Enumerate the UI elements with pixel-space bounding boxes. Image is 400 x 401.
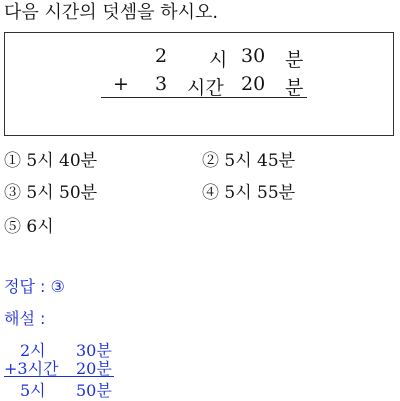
problem-row-1-hour: 2	[155, 45, 168, 67]
answer-line	[4, 274, 65, 297]
explanation-label: 해설 :	[4, 309, 46, 328]
question-text: 다음 시간의 덧셈을 하시오.	[4, 2, 219, 23]
choice-3[interactable]	[4, 178, 97, 203]
problem-row-1-hour-unit: 시	[209, 49, 228, 71]
choice-1-number: ①	[4, 151, 21, 171]
problem-row-1	[5, 45, 393, 73]
choice-4-number: ④	[202, 183, 219, 203]
problem-row-1-minute: 30	[241, 45, 266, 67]
calc-sum-line	[4, 376, 114, 377]
answer-label: 정답 :	[4, 277, 46, 296]
choice-2[interactable]	[202, 146, 295, 171]
problem-row-1-minute-unit: 분	[285, 49, 304, 71]
calc-row-3-right: 50분	[76, 381, 112, 400]
choice-1[interactable]	[4, 146, 97, 171]
choice-5-text: 6시	[26, 217, 54, 237]
calc-row-2-right: 20분	[76, 359, 112, 378]
choice-5-number: ⑤	[4, 217, 21, 237]
calc-row-1-left: 2시	[20, 341, 46, 360]
calc-row-1-right: 30분	[76, 341, 112, 360]
choice-1-text: 5시 40분	[26, 151, 98, 171]
problem-sum-line	[101, 97, 307, 98]
choice-2-text: 5시 45분	[224, 151, 296, 171]
problem-row-2-minute: 20	[241, 73, 266, 95]
problem-row-2-minute-unit: 분	[285, 77, 304, 99]
problem-row-2-hour: 3	[155, 73, 168, 95]
choice-3-text: 5시 50분	[26, 183, 98, 203]
problem-row-2-hour-unit: 시간	[187, 77, 224, 99]
calc-row-3-left: 5시	[20, 381, 46, 400]
choice-4-text: 5시 55분	[224, 183, 296, 203]
answer-value: ③	[50, 277, 65, 296]
choice-5[interactable]	[4, 212, 54, 237]
choice-3-number: ③	[4, 183, 21, 203]
choice-2-number: ②	[202, 151, 219, 171]
choice-4[interactable]	[202, 178, 295, 203]
problem-box	[4, 32, 394, 136]
calc-row-2-left: +3시간	[4, 359, 59, 378]
problem-operator: +	[113, 73, 129, 95]
